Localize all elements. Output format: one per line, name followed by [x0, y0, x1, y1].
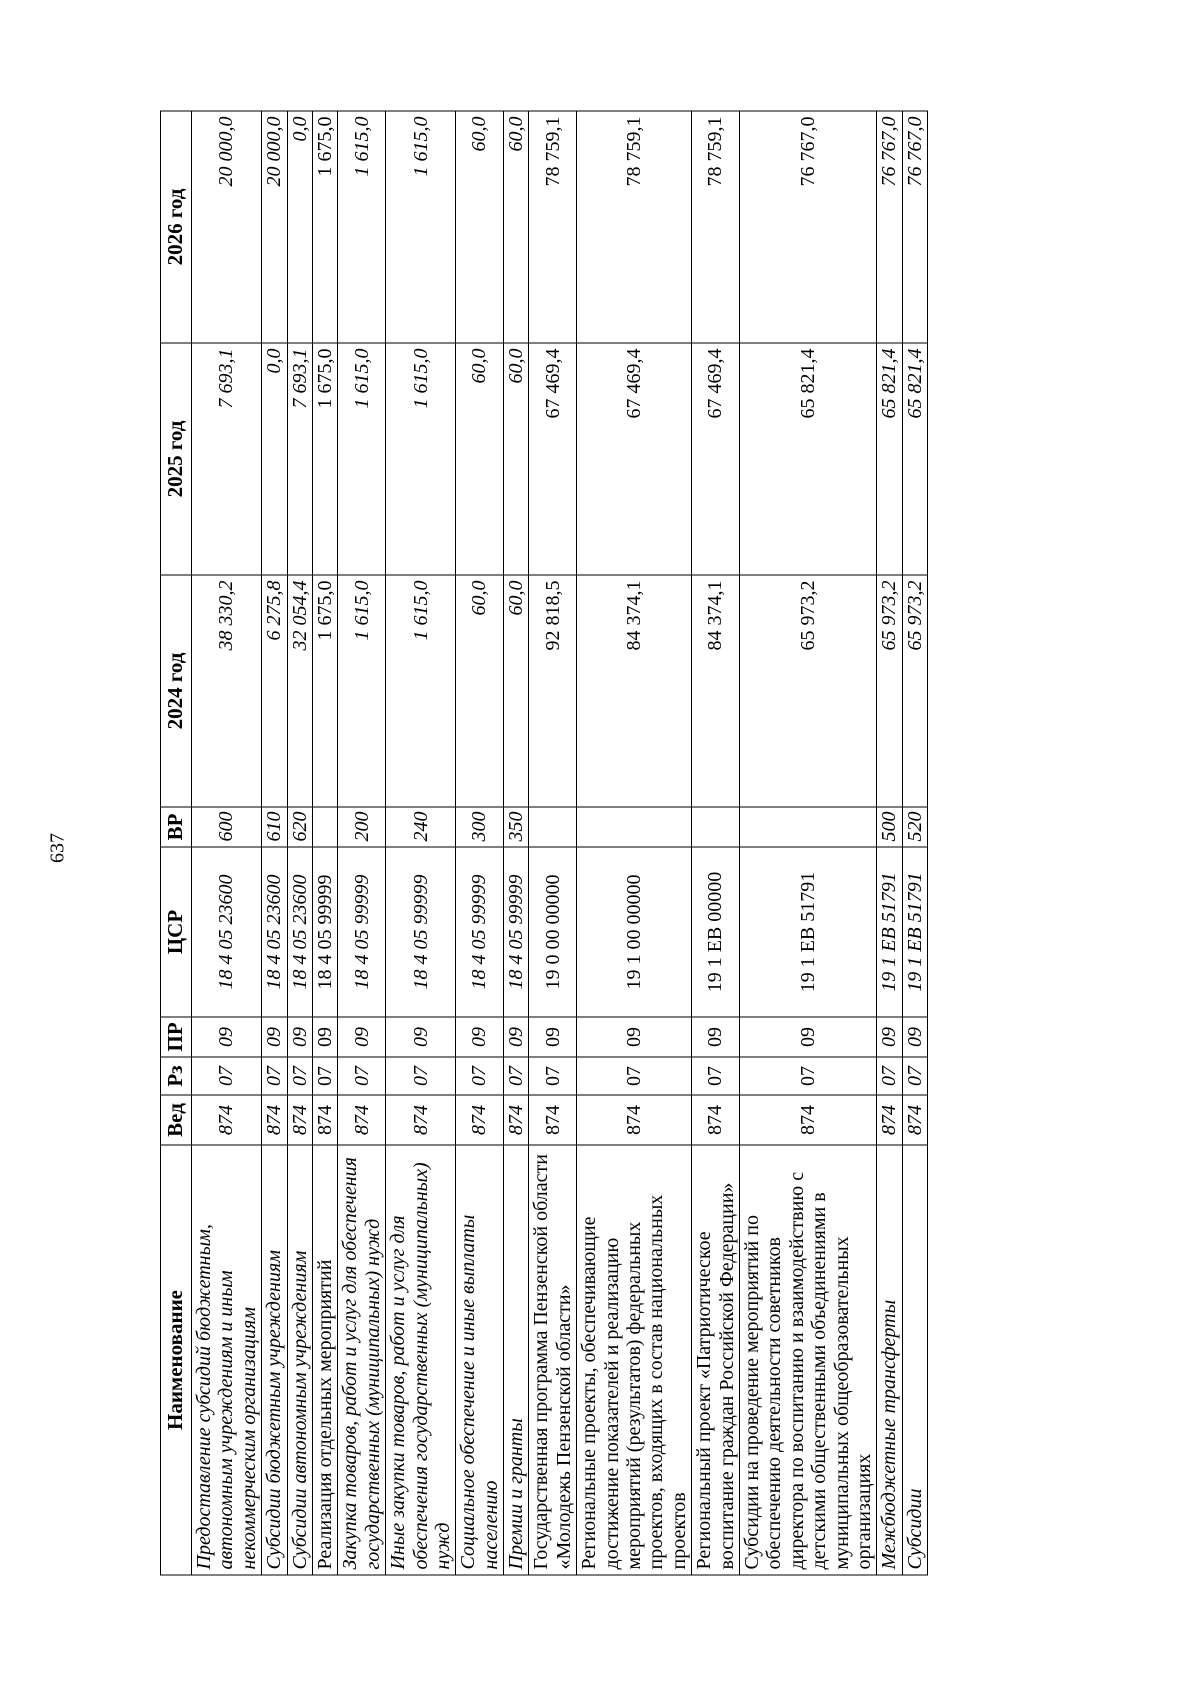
header-2025: 2025 год — [161, 343, 192, 575]
cell-name: Государственная программа Пензенской области «Молодежь Пензенской области» — [529, 1145, 577, 1575]
cell-name: Премии и гранты — [504, 1145, 529, 1575]
table-row — [192, 111, 262, 1575]
cell-2024: 6 275,8 — [262, 575, 287, 807]
cell-rz: 07 — [456, 1057, 504, 1095]
cell-2025: 7 693,1 — [192, 343, 262, 575]
cell-2024: 65 973,2 — [877, 575, 902, 807]
cell-2024: 32 054,4 — [287, 575, 312, 807]
cell-pr: 09 — [577, 1017, 692, 1057]
cell-2025: 65 821,4 — [902, 343, 927, 575]
cell-2026: 78 759,1 — [577, 111, 692, 343]
cell-ved: 874 — [338, 1095, 386, 1145]
cell-2025: 60,0 — [456, 343, 504, 575]
cell-pr: 09 — [262, 1017, 287, 1057]
cell-2026: 1 615,0 — [386, 111, 456, 343]
cell-2025: 67 469,4 — [529, 343, 577, 575]
cell-pr: 09 — [692, 1017, 740, 1057]
cell-ved: 874 — [877, 1095, 902, 1145]
cell-pr: 09 — [312, 1017, 337, 1057]
cell-vr: 600 — [192, 807, 262, 847]
cell-2026: 78 759,1 — [692, 111, 740, 343]
cell-pr: 09 — [877, 1017, 902, 1057]
cell-2024: 60,0 — [456, 575, 504, 807]
table-row — [877, 111, 902, 1575]
cell-ved: 874 — [312, 1095, 337, 1145]
cell-2024: 60,0 — [504, 575, 529, 807]
cell-2024: 84 374,1 — [577, 575, 692, 807]
budget-table — [160, 111, 928, 1576]
cell-vr: 500 — [877, 807, 902, 847]
cell-ved: 874 — [262, 1095, 287, 1145]
cell-2024: 92 818,5 — [529, 575, 577, 807]
cell-vr — [692, 807, 740, 847]
cell-2026: 60,0 — [504, 111, 529, 343]
header-ved: Вед — [161, 1095, 192, 1145]
cell-csr: 18 4 05 23600 — [192, 847, 262, 1017]
cell-rz: 07 — [504, 1057, 529, 1095]
cell-csr: 18 4 05 99999 — [338, 847, 386, 1017]
table-row — [692, 111, 740, 1575]
table-row — [739, 111, 876, 1575]
cell-ved: 874 — [192, 1095, 262, 1145]
cell-2026: 78 759,1 — [529, 111, 577, 343]
cell-rz: 07 — [338, 1057, 386, 1095]
cell-2026: 20 000,0 — [262, 111, 287, 343]
cell-ved: 874 — [456, 1095, 504, 1145]
header-rz: Рз — [161, 1057, 192, 1095]
cell-pr: 09 — [902, 1017, 927, 1057]
cell-rz: 07 — [692, 1057, 740, 1095]
table-row — [504, 111, 529, 1575]
cell-name: Межбюджетные трансферты — [877, 1145, 902, 1575]
cell-2024: 38 330,2 — [192, 575, 262, 807]
table-body — [192, 111, 928, 1575]
cell-vr: 200 — [338, 807, 386, 847]
header-name: Наименование — [161, 1145, 192, 1575]
cell-vr: 300 — [456, 807, 504, 847]
cell-ved: 874 — [739, 1095, 876, 1145]
cell-2026: 76 767,0 — [902, 111, 927, 343]
cell-2024: 1 675,0 — [312, 575, 337, 807]
table-row — [577, 111, 692, 1575]
cell-vr: 620 — [287, 807, 312, 847]
cell-2024: 1 615,0 — [386, 575, 456, 807]
cell-csr: 18 4 05 23600 — [287, 847, 312, 1017]
cell-2025: 67 469,4 — [577, 343, 692, 575]
cell-ved: 874 — [386, 1095, 456, 1145]
cell-csr: 19 1 ЕВ 51791 — [739, 847, 876, 1017]
cell-name: Субсидии на проведение мероприятий по обеспечению деятельности советников директора по воспитанию и взаимодействию с детскими общественными объединениями в муниципальных общеобразовательных организациях — [739, 1145, 876, 1575]
cell-2024: 65 973,2 — [902, 575, 927, 807]
cell-csr: 18 4 05 99999 — [456, 847, 504, 1017]
cell-2026: 0,0 — [287, 111, 312, 343]
cell-2026: 1 615,0 — [338, 111, 386, 343]
cell-2025: 1 615,0 — [386, 343, 456, 575]
cell-2026: 20 000,0 — [192, 111, 262, 343]
cell-ved: 874 — [287, 1095, 312, 1145]
cell-name: Региональные проекты, обеспечивающие достижение показателей и реализацию мероприятий (результатов) федеральных проектов, входящих в состав национальных проектов — [577, 1145, 692, 1575]
cell-ved: 874 — [504, 1095, 529, 1145]
cell-csr: 18 4 05 99999 — [386, 847, 456, 1017]
cell-pr: 09 — [456, 1017, 504, 1057]
cell-pr: 09 — [504, 1017, 529, 1057]
cell-ved: 874 — [902, 1095, 927, 1145]
cell-name: Закупка товаров, работ и услуг для обеспечения государственных (муниципальных) нужд — [338, 1145, 386, 1575]
cell-ved: 874 — [529, 1095, 577, 1145]
cell-rz: 07 — [577, 1057, 692, 1095]
table-header-row — [161, 111, 192, 1575]
table-row — [902, 111, 927, 1575]
table-row — [338, 111, 386, 1575]
cell-2024: 84 374,1 — [692, 575, 740, 807]
cell-csr: 19 0 00 00000 — [529, 847, 577, 1017]
table-row — [262, 111, 287, 1575]
rotated-table-container — [160, 111, 1040, 1576]
cell-csr: 19 1 ЕВ 51791 — [877, 847, 902, 1017]
cell-name: Региональный проект «Патриотическое воспитание граждан Российской Федерации» — [692, 1145, 740, 1575]
header-csr: ЦСР — [161, 847, 192, 1017]
cell-rz: 07 — [877, 1057, 902, 1095]
cell-rz: 07 — [262, 1057, 287, 1095]
cell-pr: 09 — [386, 1017, 456, 1057]
table-row — [456, 111, 504, 1575]
cell-vr: 350 — [504, 807, 529, 847]
cell-csr: 19 1 ЕВ 51791 — [902, 847, 927, 1017]
table-row — [529, 111, 577, 1575]
cell-pr: 09 — [529, 1017, 577, 1057]
cell-2025: 7 693,1 — [287, 343, 312, 575]
cell-pr: 09 — [287, 1017, 312, 1057]
cell-vr — [312, 807, 337, 847]
cell-2025: 0,0 — [262, 343, 287, 575]
cell-name: Иные закупки товаров, работ и услуг для обеспечения государственных (муниципальных) нужд — [386, 1145, 456, 1575]
cell-vr — [577, 807, 692, 847]
header-vr: ВР — [161, 807, 192, 847]
cell-vr — [739, 807, 876, 847]
cell-csr: 19 1 00 00000 — [577, 847, 692, 1017]
cell-pr: 09 — [338, 1017, 386, 1057]
cell-2026: 60,0 — [456, 111, 504, 343]
cell-2025: 67 469,4 — [692, 343, 740, 575]
cell-rz: 07 — [529, 1057, 577, 1095]
cell-2025: 1 675,0 — [312, 343, 337, 575]
table-row — [386, 111, 456, 1575]
cell-rz: 07 — [287, 1057, 312, 1095]
cell-rz: 07 — [739, 1057, 876, 1095]
cell-2025: 65 821,4 — [877, 343, 902, 575]
header-pr: ПР — [161, 1017, 192, 1057]
cell-vr: 240 — [386, 807, 456, 847]
cell-name: Субсидии — [902, 1145, 927, 1575]
cell-2025: 1 615,0 — [338, 343, 386, 575]
cell-2024: 65 973,2 — [739, 575, 876, 807]
cell-csr: 18 4 05 99999 — [504, 847, 529, 1017]
header-2026: 2026 год — [161, 111, 192, 343]
table-row — [312, 111, 337, 1575]
cell-2024: 1 615,0 — [338, 575, 386, 807]
cell-pr: 09 — [192, 1017, 262, 1057]
cell-rz: 07 — [902, 1057, 927, 1095]
cell-2026: 76 767,0 — [877, 111, 902, 343]
cell-rz: 07 — [386, 1057, 456, 1095]
cell-name: Реализация отдельных мероприятий — [312, 1145, 337, 1575]
cell-rz: 07 — [192, 1057, 262, 1095]
cell-2025: 60,0 — [504, 343, 529, 575]
cell-pr: 09 — [739, 1017, 876, 1057]
cell-2026: 1 675,0 — [312, 111, 337, 343]
cell-vr — [529, 807, 577, 847]
cell-vr: 610 — [262, 807, 287, 847]
cell-csr: 18 4 05 99999 — [312, 847, 337, 1017]
cell-vr: 520 — [902, 807, 927, 847]
header-2024: 2024 год — [161, 575, 192, 807]
cell-csr: 19 1 ЕВ 00000 — [692, 847, 740, 1017]
table-row — [287, 111, 312, 1575]
cell-name: Предоставление субсидий бюджетным, автономным учреждениям и иным некоммерческим организациям — [192, 1145, 262, 1575]
cell-name: Субсидии бюджетным учреждениям — [262, 1145, 287, 1575]
cell-ved: 874 — [692, 1095, 740, 1145]
cell-name: Субсидии автономным учреждениям — [287, 1145, 312, 1575]
cell-rz: 07 — [312, 1057, 337, 1095]
cell-csr: 18 4 05 23600 — [262, 847, 287, 1017]
cell-2026: 76 767,0 — [739, 111, 876, 343]
cell-2025: 65 821,4 — [739, 343, 876, 575]
page-number: 637 — [46, 833, 69, 863]
cell-ved: 874 — [577, 1095, 692, 1145]
cell-name: Социальное обеспечение и иные выплаты населению — [456, 1145, 504, 1575]
